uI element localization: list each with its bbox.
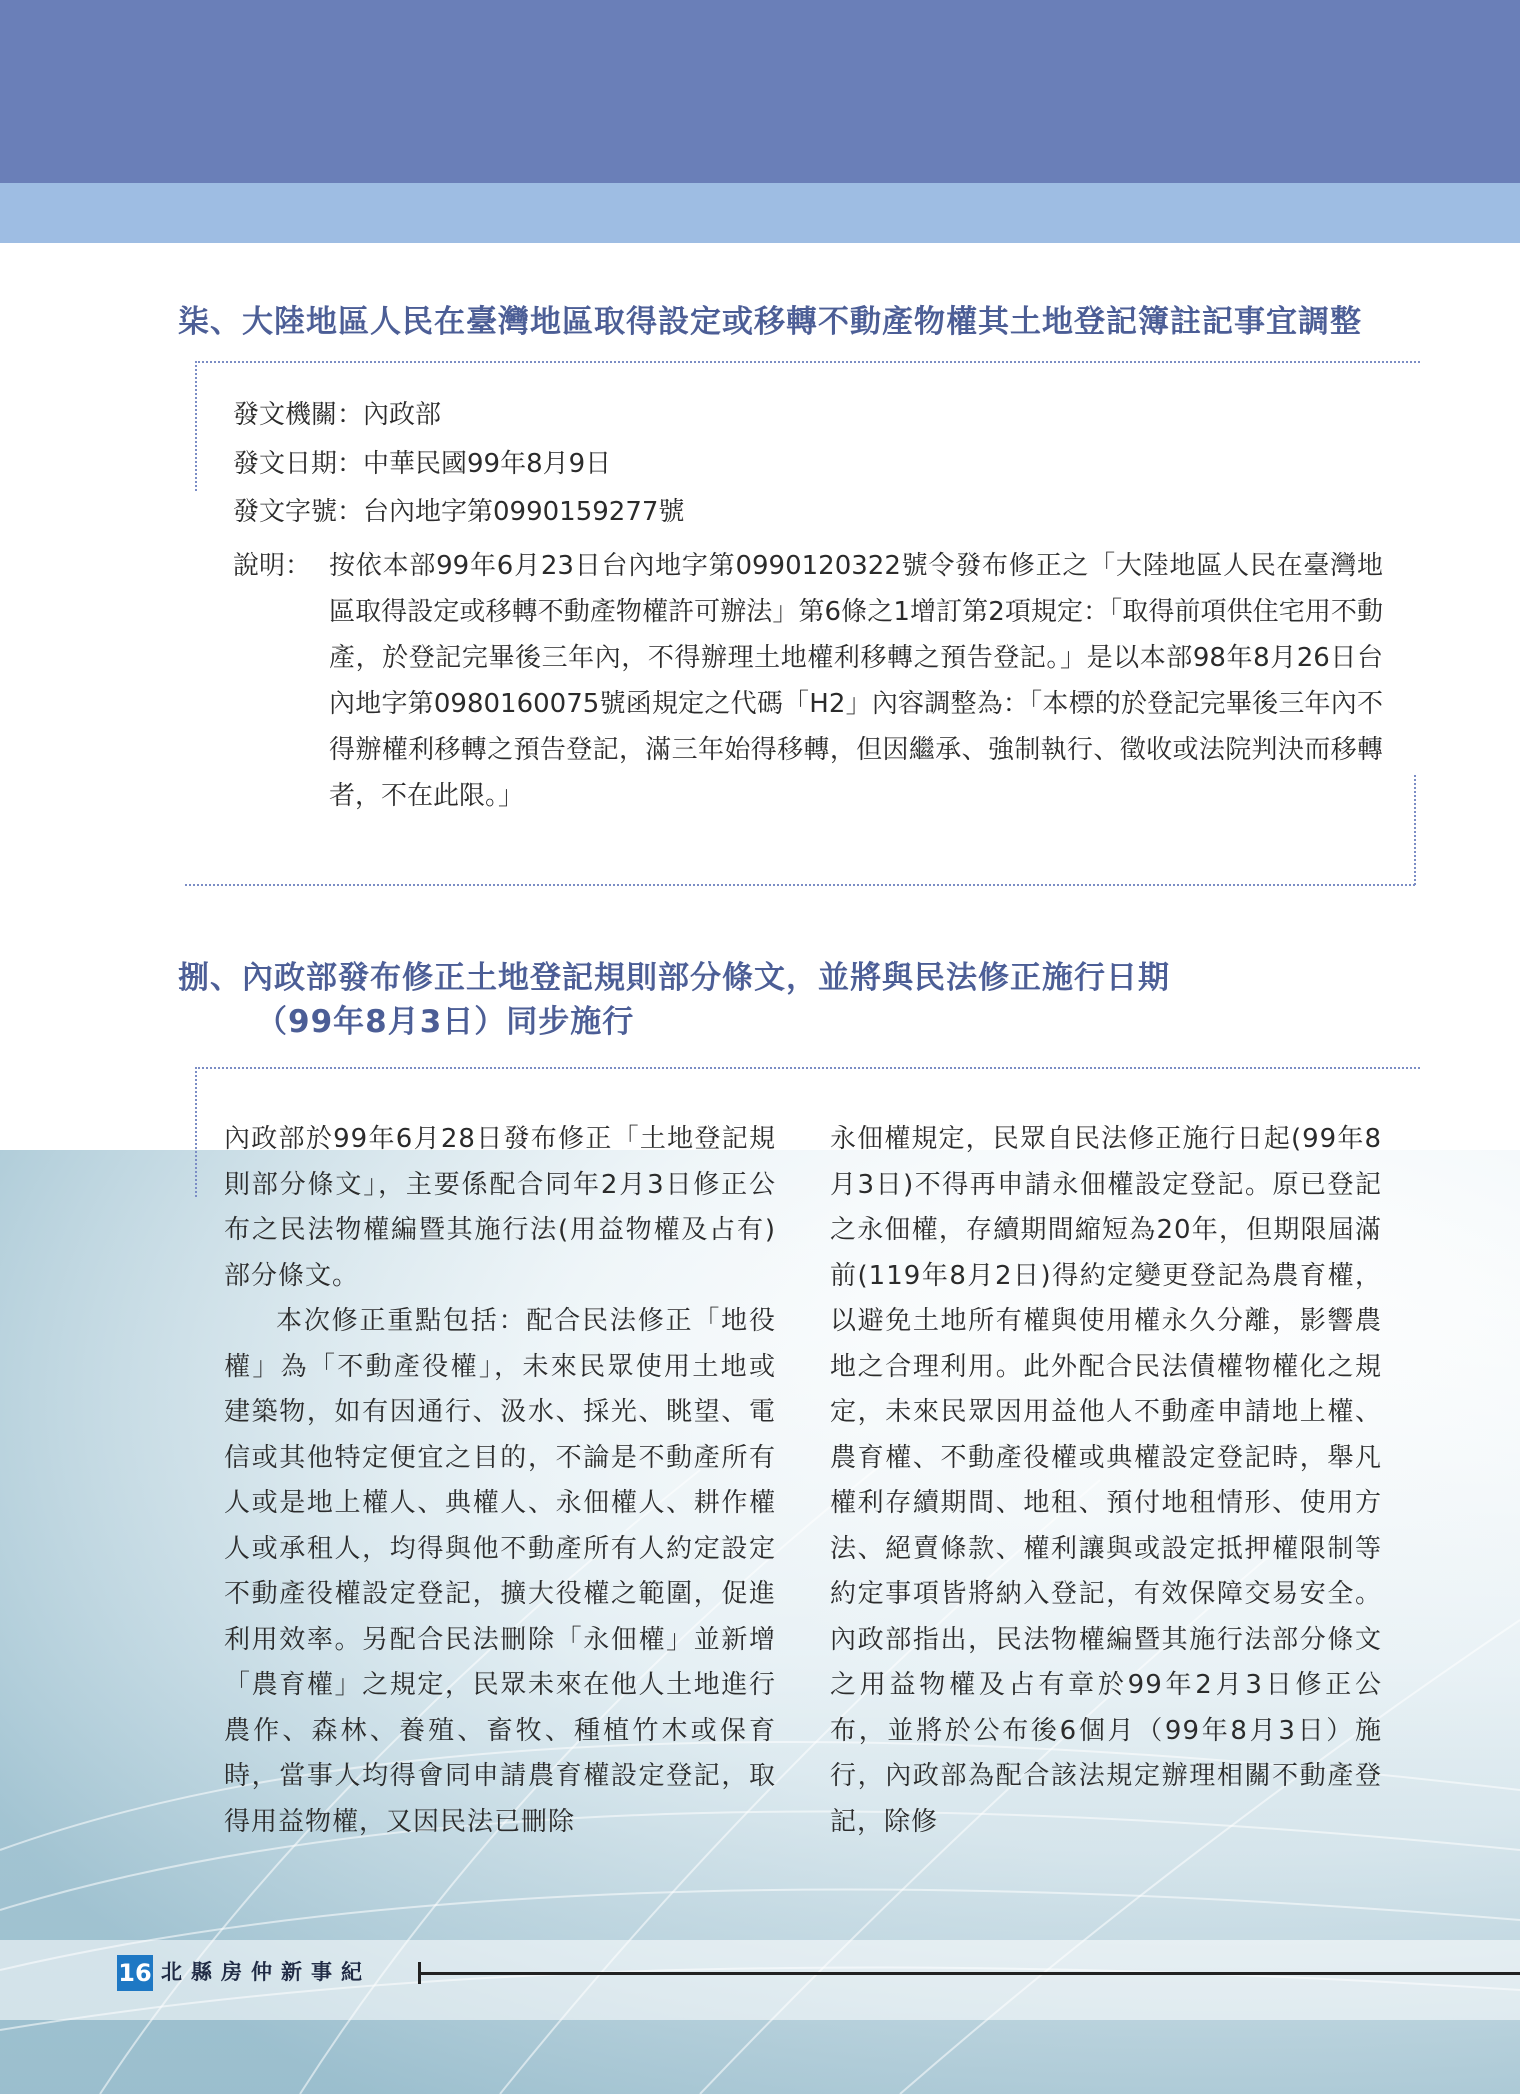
paragraph: 內政部於99年6月28日發布修正「土地登記規則部分條文」，主要係配合同年2月3日修正公布之民法物權編暨其施行法(用益物權及占有)部分條文。: [224, 1124, 776, 1291]
section-7-title: 柒、大陸地區人民在臺灣地區取得設定或移轉不動產物權其土地登記簿註記事宜調整: [178, 304, 1362, 340]
description-text: 按依本部99年6月23日台內地字第0990120322號令發布修正之「大陸地區人民在臺灣地區取得設定或移轉不動產物權許可辦法」第6條之1增訂第2項規定：「取得前項供住宅用不動產，於登記完畢後三年內，不得辦理土地權利移轉之預告登記。」是以本部98年8月26日台內地字第0980160075號函規定之代碼「H2」內容調整為：「本標的於登記完畢後三年內不得辦權利移轉之預告登記，滿三年始得移轉，但因繼承、強制執行、徵收或法院判決而移轉者，不在此限。」: [329, 551, 1383, 811]
page-number: 16: [117, 1955, 153, 1991]
header-band-light: [0, 183, 1520, 243]
box-border: [195, 1067, 1420, 1069]
box-border: [185, 884, 1415, 886]
article-column-right: [830, 1117, 1382, 1845]
docno-label: 發文字號：: [233, 497, 364, 527]
footer-rule: [421, 1972, 1520, 1975]
box-border: [195, 1067, 197, 1197]
issuer-row: [233, 397, 441, 433]
section-8-title-line2: （99年8月3日）同步施行: [256, 1004, 635, 1040]
box-border: [195, 361, 1420, 363]
paragraph: 本次修正重點包括：配合民法修正「地役權」為「不動產役權」，未來民眾使用土地或建築物，如有因通行、汲水、採光、眺望、電信或其他特定便宜之目的，不論是不動產所有人或是地上權人、典權人、永佃權人、耕作權人或承租人，均得與他不動產所有人約定設定不動產役權設定登記，擴大役權之範圍，促進利用效率。另配合民法刪除「永佃權」並新增「農育權」之規定，民眾未來在他人土地進行農作、森林、養殖、畜牧、種植竹木或保育時，當事人均得會同申請農育權設定登記，取得用益物權，又因民法已刪除: [224, 1306, 776, 1837]
paragraph: 永佃權規定，民眾自民法修正施行日起(99年8月3日)不得再申請永佃權設定登記。原已登記之永佃權，存續期間縮短為20年，但期限屆滿前(119年8月2日)得約定變更登記為農育權，以避免土地所有權與使用權永久分離，影響農地之合理利用。此外配合民法債權物權化之規定，未來民眾因用益他人不動產申請地上權、農育權、不動產役權或典權設定登記時，舉凡權利存續期間、地租、預付地租情形、使用方法、絕賣條款、權利讓與或設定抵押權限制等約定事項皆將納入登記，有效保障交易安全。 內政部指出，民法物權編暨其施行法部分條文之用益物權及占有章於99年2月3日修正公布，並將於公布後6個月（99年8月3日）施行，內政部為配合該法規定辦理相關不動產登記，除修: [830, 1124, 1382, 1837]
issuer-label: 發文機關：: [233, 400, 364, 430]
section-8-title: [178, 956, 1478, 1044]
date-label: 發文日期：: [233, 449, 364, 479]
description: [233, 543, 1383, 819]
header-band: [0, 0, 1520, 183]
docno-value: 台內地字第0990159277號: [363, 497, 685, 527]
description-label: 說明：: [233, 551, 312, 581]
article-column-left: [224, 1117, 776, 1845]
issuer-value: 內政部: [363, 400, 442, 430]
docno-row: [233, 494, 684, 530]
box-border: [1414, 775, 1416, 885]
box-border: [195, 361, 197, 491]
publication-name: 北縣房仲新事紀: [161, 1960, 371, 1984]
date-value: 中華民國99年8月9日: [363, 449, 612, 479]
section-8-title-line1: 捌、內政部發布修正土地登記規則部分條文，並將與民法修正施行日期: [178, 960, 1170, 996]
date-row: [233, 446, 611, 482]
